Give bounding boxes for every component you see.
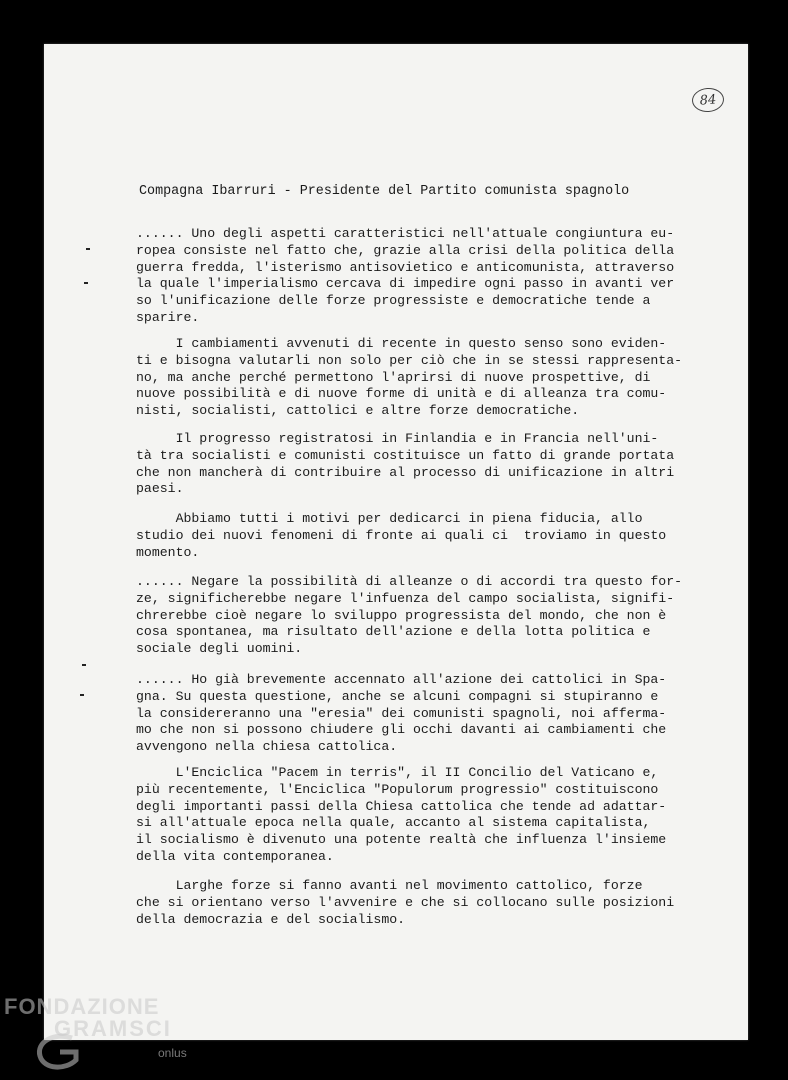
text-line: il socialismo è divenuto una potente realtà che influenza l'insieme: [136, 832, 667, 848]
text-line: che non mancherà di contribuire al processo di unificazione in altri: [136, 464, 675, 480]
text-line: ...... Ho già brevemente accennato all'azione dei cattolici in Spa-: [136, 672, 667, 687]
document-page: [44, 44, 748, 1040]
watermark-line-1: FONDAZIONE: [4, 994, 160, 1019]
text-line: nuove possibilità e di nuove forme di unità e di alleanza tra comu-: [136, 386, 667, 402]
text-line: Abbiamo tutti i motivi per dedicarci in piena fiducia, allo: [136, 511, 643, 526]
text-line: ti e bisogna valutarli non solo per ciò che in se stessi rappresenta-: [136, 352, 683, 368]
text-line: studio dei nuovi fenomeni di fronte ai quali ci troviamo in questo: [136, 527, 667, 543]
text-line: guerra fredda, l'isterismo antisovietico e anticomunista, attraverso: [136, 259, 675, 275]
watermark-line-2: GRAMSCI: [54, 1016, 172, 1041]
text-line: paesi.: [136, 481, 184, 497]
text-line: Larghe forze si fanno avanti nel movimento cattolico, forze: [136, 878, 643, 893]
text-line: ...... Negare la possibilità di alleanze o di accordi tra questo for-: [136, 574, 683, 589]
paragraph: [136, 574, 726, 658]
text-line: che si orientano verso l'avvenire e che si collocano sulle posizioni: [136, 894, 675, 910]
text-line: si all'attuale epoca nella quale, accanto al sistema capitalista,: [136, 815, 651, 831]
paragraph: [136, 672, 726, 756]
text-line: sociale degli uomini.: [136, 641, 303, 657]
text-line: sparire.: [136, 309, 200, 325]
margin-mark: [84, 282, 88, 284]
margin-mark: [80, 694, 84, 696]
text-line: la quale l'imperialismo cercava di impedire ogni passo in avanti ver: [136, 276, 675, 292]
margin-mark: [86, 248, 90, 250]
paragraph: [136, 336, 726, 420]
text-line: gna. Su questa questione, anche se alcuni compagni si stupiranno e: [136, 688, 659, 704]
text-line: nisti, socialisti, cattolici e altre forze democratiche.: [136, 403, 580, 419]
text-line: ropea consiste nel fatto che, grazie alla crisi della politica della: [136, 242, 675, 258]
text-line: della democrazia e del socialismo.: [136, 911, 406, 927]
text-line: più recentemente, l'Enciclica "Populorum progressio" costituiscono: [136, 781, 659, 797]
text-line: cosa spontanea, ma risultato dell'azione e della lotta politica e: [136, 624, 651, 640]
paragraph: [136, 765, 726, 866]
text-line: avvengono nella chiesa cattolica.: [136, 739, 398, 755]
text-line: chrerebbe cioè negare lo sviluppo progressista del mondo, che non è: [136, 607, 667, 623]
text-line: tà tra socialisti e comunisti costituisce un fatto di grande portata: [136, 447, 675, 463]
text-line: della vita contemporanea.: [136, 848, 334, 864]
text-line: ze, significherebbe negare l'infuenza del campo socialista, signifi-: [136, 590, 675, 606]
text-line: mo che non si possono chiudere gli occhi davanti ai cambiamenti che: [136, 722, 667, 738]
text-line: so l'unificazione delle forze progressiste e democratiche tende a: [136, 293, 651, 309]
text-line: Il progresso registratosi in Finlandia e in Francia nell'uni-: [136, 431, 659, 446]
page-number-stamp: 84: [691, 87, 725, 113]
margin-mark: [82, 664, 86, 666]
text-line: L'Enciclica "Pacem in terris", il II Concilio del Vaticano e,: [136, 765, 659, 780]
paragraph: [136, 226, 726, 327]
paragraph: [136, 511, 726, 561]
watermark-line-3: onlus: [158, 1046, 187, 1060]
text-line: momento.: [136, 544, 200, 560]
fondazione-gramsci-watermark: [4, 994, 204, 1080]
text-line: ...... Uno degli aspetti caratteristici nell'attuale congiuntura eu-: [136, 226, 675, 241]
text-line: degli importanti passi della Chiesa cattolica che tende ad adattar-: [136, 798, 667, 814]
paragraph: [136, 431, 726, 498]
text-line: no, ma anche perché permettono l'aprirsi di nuove prospettive, di: [136, 369, 651, 385]
text-line: I cambiamenti avvenuti di recente in questo senso sono eviden-: [136, 336, 667, 351]
paragraph: [136, 878, 726, 928]
document-title: Compagna Ibarruri - Presidente del Partito comunista spagnolo: [139, 184, 630, 199]
text-line: la considereranno una "eresia" dei comunisti spagnoli, noi afferma-: [136, 705, 667, 721]
